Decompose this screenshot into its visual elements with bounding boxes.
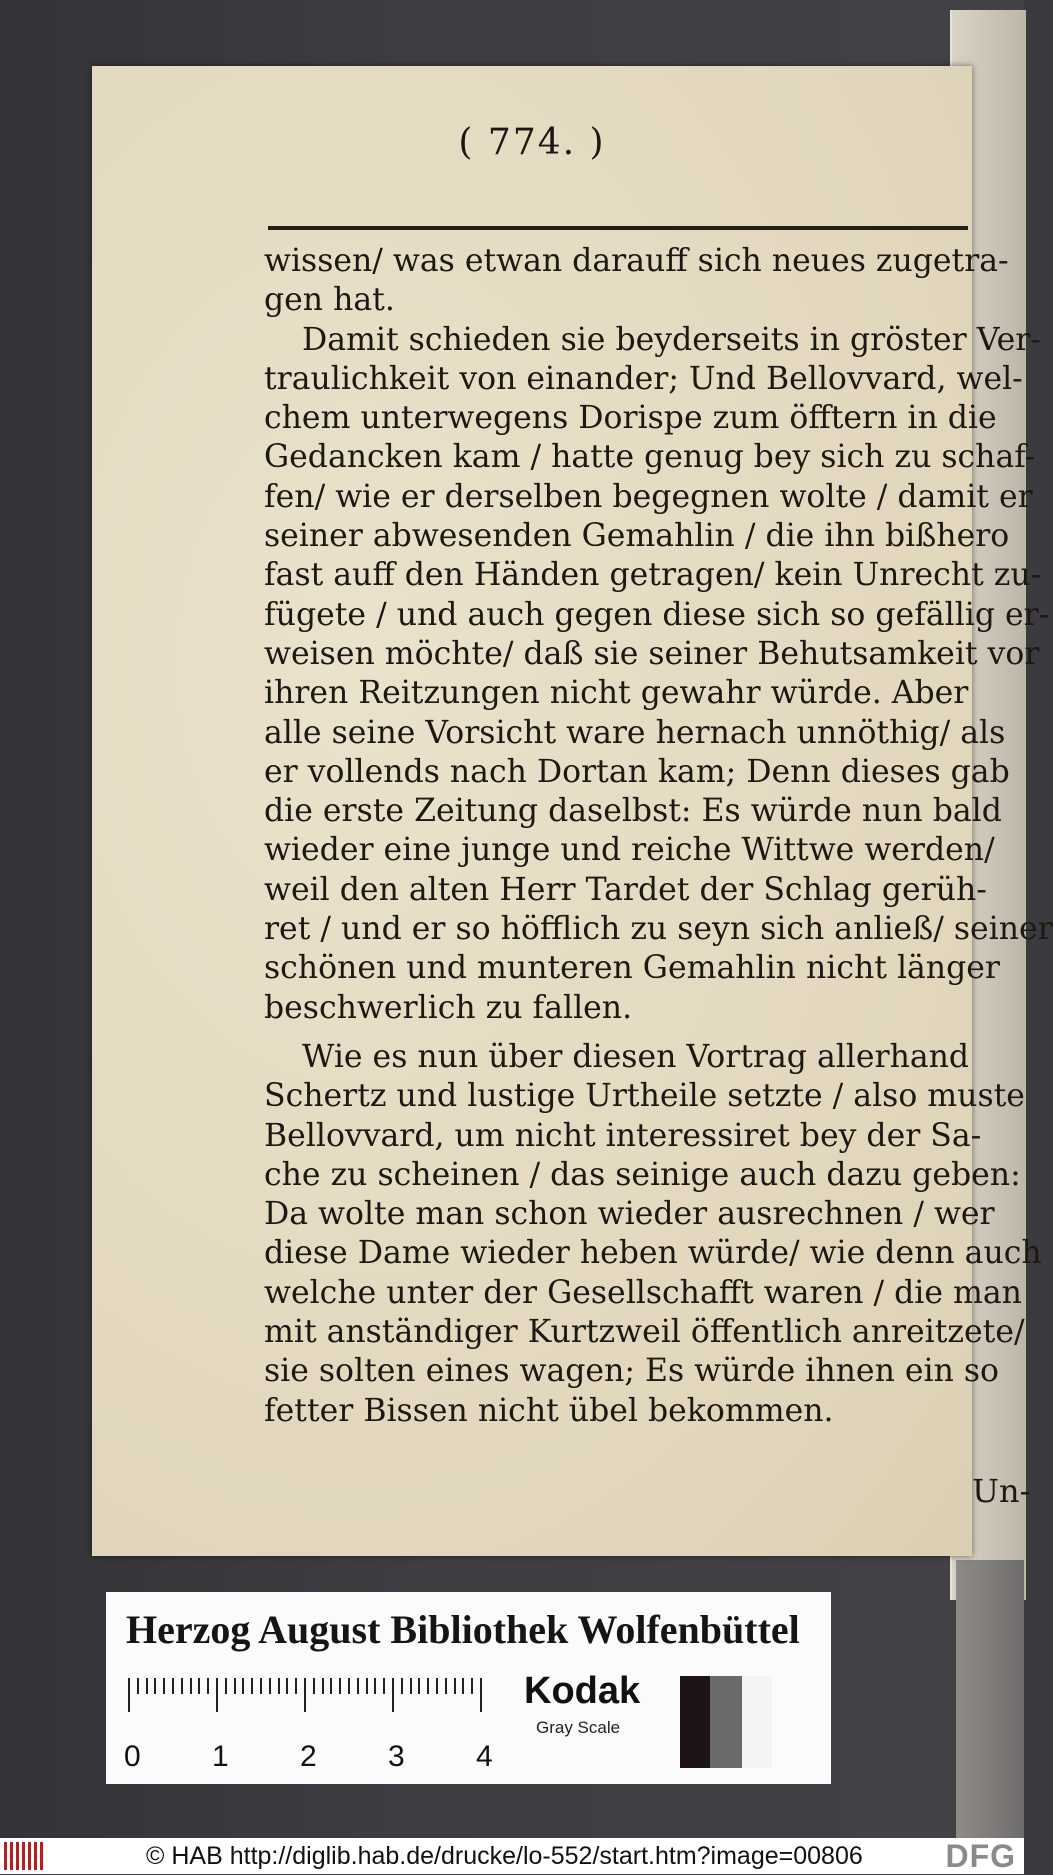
text-line: Da wolte man schon wieder ausrechnen / wer: [264, 1196, 995, 1233]
text-line: wieder eine junge und reiche Wittwe werden/: [264, 832, 995, 869]
ruler-tick: [436, 1678, 438, 1694]
scale-ruler: [128, 1678, 502, 1726]
ruler-number: 4: [476, 1740, 493, 1773]
text-line: seiner abwesenden Gemahlin / die ihn bißhero: [264, 518, 1010, 555]
text-line: gen hat.: [264, 282, 395, 319]
text-line: welche unter der Gesellschafft waren / die man: [264, 1274, 1022, 1311]
ruler-tick: [454, 1678, 456, 1694]
ruler-tick: [348, 1678, 350, 1694]
ruler-tick: [154, 1678, 156, 1694]
ruler-tick: [295, 1678, 297, 1694]
kodak-logo: Kodak: [524, 1670, 641, 1712]
ruler-tick: [330, 1678, 332, 1694]
ruler-tick: [445, 1678, 447, 1694]
ruler-tick: [304, 1678, 306, 1712]
facing-page-shadow: [956, 1560, 1024, 1838]
header-rule: [268, 226, 968, 230]
ruler-tick: [322, 1678, 324, 1694]
gray-swatch: [680, 1676, 710, 1768]
text-line: fetter Bissen nicht übel bekommen.: [264, 1392, 834, 1429]
book-page: [92, 66, 1053, 1556]
ruler-tick: [366, 1678, 368, 1694]
text-line: chem unterwegens Dorispe zum öfftern in die: [264, 400, 997, 437]
text-line: traulichkeit von einander; Und Bellovvard, wel-: [264, 360, 1023, 397]
ruler-tick: [418, 1678, 420, 1694]
ruler-tick: [427, 1678, 429, 1694]
text-line: Damit schieden sie beyderseits in gröster Ver-: [302, 321, 1041, 358]
ruler-number: 0: [124, 1740, 141, 1773]
ruler-tick: [190, 1678, 192, 1694]
ruler-tick: [313, 1678, 315, 1694]
ruler-tick: [278, 1678, 280, 1694]
ruler-tick: [401, 1678, 403, 1694]
ruler-tick: [471, 1678, 473, 1694]
ruler-tick: [480, 1678, 482, 1712]
text-line: alle seine Vorsicht ware hernach unnöthig/ als: [264, 714, 1006, 751]
ruler-tick: [339, 1678, 341, 1694]
ruler-tick: [234, 1678, 236, 1694]
ruler-number: 3: [388, 1740, 405, 1773]
ruler-tick: [216, 1678, 218, 1712]
text-line: beschwerlich zu fallen.: [264, 989, 633, 1026]
text-line: fügete / und auch gegen diese sich so gefällig er-: [264, 596, 1050, 633]
text-line: er vollends nach Dortan kam; Denn dieses gab: [264, 753, 1010, 790]
ruler-tick: [286, 1678, 288, 1694]
page-text: [264, 242, 1053, 1431]
hab-logo-icon: [4, 1842, 44, 1870]
text-line: fen/ wie er derselben begegnen wolte / damit er: [264, 478, 1033, 515]
ruler-tick: [181, 1678, 183, 1694]
text-line: Gedancken kam / hatte genug bey sich zu schaf-: [264, 439, 1036, 476]
ruler-tick: [392, 1678, 394, 1712]
ruler-tick: [462, 1678, 464, 1694]
text-line: mit anständiger Kurtzweil öffentlich anreitzete/: [264, 1314, 1025, 1351]
gray-swatch: [742, 1676, 772, 1768]
ruler-tick: [410, 1678, 412, 1694]
text-line: schönen und munteren Gemahlin nicht länger: [264, 950, 1000, 987]
footer-bar: [0, 1838, 1024, 1874]
text-line: Wie es nun über diesen Vortrag allerhand: [302, 1038, 970, 1075]
ruler-number: 1: [212, 1740, 229, 1773]
paragraph-gap: [264, 1028, 1044, 1038]
ruler-tick: [163, 1678, 165, 1694]
text-line: die erste Zeitung daselbst: Es würde nun bald: [264, 793, 1002, 830]
text-line: ihren Reitzungen nicht gewahr würde. Aber: [264, 675, 969, 712]
ruler-number: 2: [300, 1740, 317, 1773]
ruler-tick: [260, 1678, 262, 1694]
ruler-tick: [172, 1678, 174, 1694]
text-line: che zu scheinen / das seinige auch dazu geben:: [264, 1156, 1021, 1193]
ruler-tick: [374, 1678, 376, 1694]
dfg-logo: DFG: [945, 1838, 1016, 1874]
library-title: Herzog August Bibliothek Wolfenbüttel: [126, 1607, 800, 1652]
text-line: fast auff den Händen getragen/ kein Unrecht zu-: [264, 557, 1042, 594]
text-line: sie solten eines wagen; Es würde ihnen ein so: [264, 1353, 1000, 1390]
ruler-tick: [251, 1678, 253, 1694]
ruler-tick: [383, 1678, 385, 1694]
gray-swatches: [680, 1676, 772, 1768]
ruler-tick: [128, 1678, 130, 1712]
color-calibration-card: [106, 1592, 831, 1784]
catchword: Un-: [972, 1472, 1031, 1510]
gray-swatch: [710, 1676, 742, 1768]
text-line: wissen/ was etwan darauff sich neues zugetra-: [264, 243, 1009, 279]
ruler-tick: [137, 1678, 139, 1694]
text-line: diese Dame wieder heben würde/ wie denn auch: [264, 1235, 1042, 1272]
text-line: weisen möchte/ daß sie seiner Behutsamkeit vor: [264, 635, 1040, 672]
ruler-tick: [269, 1678, 271, 1694]
page-number: ( 774. ): [458, 122, 606, 163]
copyright-link[interactable]: © HAB http://diglib.hab.de/drucke/lo-552/start.htm?image=00806: [146, 1842, 863, 1870]
ruler-tick: [242, 1678, 244, 1694]
text-line: weil den alten Herr Tardet der Schlag gerüh-: [264, 871, 987, 908]
ruler-tick: [198, 1678, 200, 1694]
gray-scale-label: Gray Scale: [536, 1718, 621, 1737]
ruler-tick: [357, 1678, 359, 1694]
text-line: ret / und er so höfflich zu seyn sich anließ/ seiner: [264, 911, 1053, 948]
text-line: Schertz und lustige Urtheile setzte / also muste: [264, 1078, 1025, 1115]
ruler-tick: [207, 1678, 209, 1694]
text-line: Bellovvard, um nicht interessiret bey der Sa-: [264, 1117, 982, 1154]
ruler-tick: [225, 1678, 227, 1694]
ruler-tick: [146, 1678, 148, 1694]
